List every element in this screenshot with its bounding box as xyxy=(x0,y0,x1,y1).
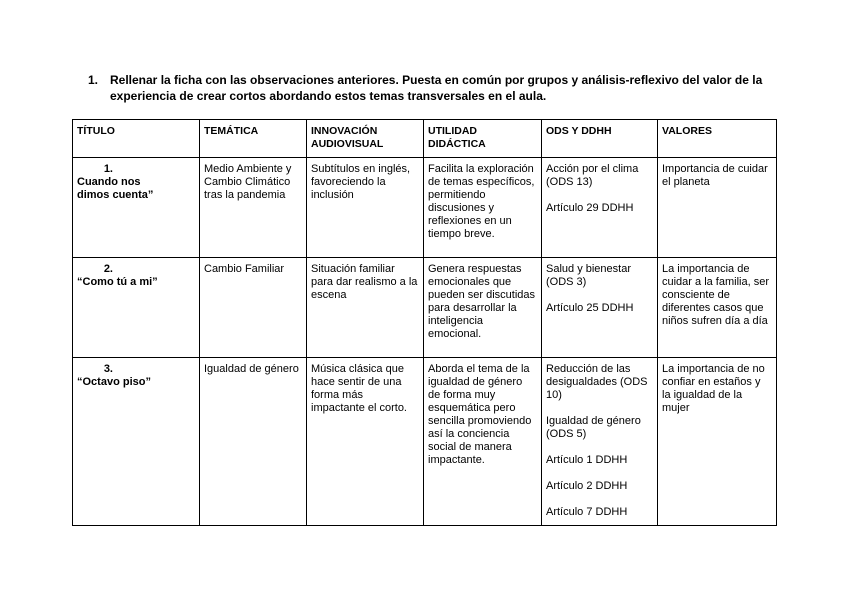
cell-titulo xyxy=(73,158,200,258)
cell-titulo xyxy=(73,358,200,526)
cell-utilidad: Genera respuestas emocionales que pueden ser discutidas para desarrollar la inteligencia emocional. xyxy=(424,258,542,358)
ods-item: Artículo 2 DDHH xyxy=(546,480,628,492)
instruction-number: 1. xyxy=(88,73,99,87)
header-ods: ODS Y DDHH xyxy=(542,120,658,158)
ficha-table xyxy=(72,119,777,526)
header-tematica: TEMÁTICA xyxy=(200,120,307,158)
cell-tematica: Cambio Familiar xyxy=(200,258,307,358)
row-number: 3. xyxy=(103,363,113,375)
ods-item: Igualdad de género (ODS 5) xyxy=(546,415,641,440)
cell-tematica: Medio Ambiente y Cambio Climático tras la pandemia xyxy=(200,158,307,258)
table-row xyxy=(73,258,777,358)
ods-item: Artículo 29 DDHH xyxy=(546,202,634,214)
row-number: 2. xyxy=(103,263,113,275)
instruction xyxy=(88,72,788,104)
ods-item: Artículo 25 DDHH xyxy=(546,302,634,314)
cell-innovacion: Música clásica que hace sentir de una forma más impactante el corto. xyxy=(307,358,424,526)
table-row xyxy=(73,158,777,258)
header-valores: VALORES xyxy=(658,120,777,158)
cell-utilidad: Facilita la exploración de temas específicos, permitiendo discusiones y reflexiones en un tiempo breve. xyxy=(424,158,542,258)
cell-valores: La importancia de cuidar a la familia, ser consciente de diferentes casos que niños sufren día a día xyxy=(658,258,777,358)
header-innovacion: INNOVACIÓN AUDIOVISUAL xyxy=(307,120,424,158)
cell-tematica: Igualdad de género xyxy=(200,358,307,526)
table-row xyxy=(73,358,777,526)
cell-ods xyxy=(542,158,658,258)
row-title: “Octavo piso” xyxy=(77,376,151,388)
ods-item: Acción por el clima (ODS 13) xyxy=(546,163,639,188)
cell-titulo xyxy=(73,258,200,358)
ods-item: Artículo 7 DDHH xyxy=(546,506,628,518)
row-title: Cuando nos dimos cuenta” xyxy=(77,176,154,201)
cell-ods xyxy=(542,358,658,526)
cell-innovacion: Situación familiar para dar realismo a la escena xyxy=(307,258,424,358)
row-number: 1. xyxy=(103,163,113,175)
header-utilidad: UTILIDAD DIDÁCTICA xyxy=(424,120,542,158)
table-header-row xyxy=(73,120,777,158)
header-titulo: TÍTULO xyxy=(73,120,200,158)
instruction-text: Rellenar la ficha con las observaciones anteriores. Puesta en común por grupos y análisis-reflexivo del valor de la experiencia de crear cortos abordando estos temas transversales en el aula. xyxy=(110,73,763,103)
cell-ods xyxy=(542,258,658,358)
ods-item: Reducción de las desigualdades (ODS 10) xyxy=(546,363,648,401)
cell-valores: Importancia de cuidar el planeta xyxy=(658,158,777,258)
cell-utilidad: Aborda el tema de la igualdad de género de forma muy esquemática pero sencilla promoviendo así la conciencia social de manera impactante. xyxy=(424,358,542,526)
ods-item: Artículo 1 DDHH xyxy=(546,454,628,466)
cell-innovacion: Subtítulos en inglés, favoreciendo la inclusión xyxy=(307,158,424,258)
row-title: “Como tú a mi” xyxy=(77,276,158,288)
ods-item: Salud y bienestar (ODS 3) xyxy=(546,263,631,288)
cell-valores: La importancia de no confiar en estaños y la igualdad de la mujer xyxy=(658,358,777,526)
